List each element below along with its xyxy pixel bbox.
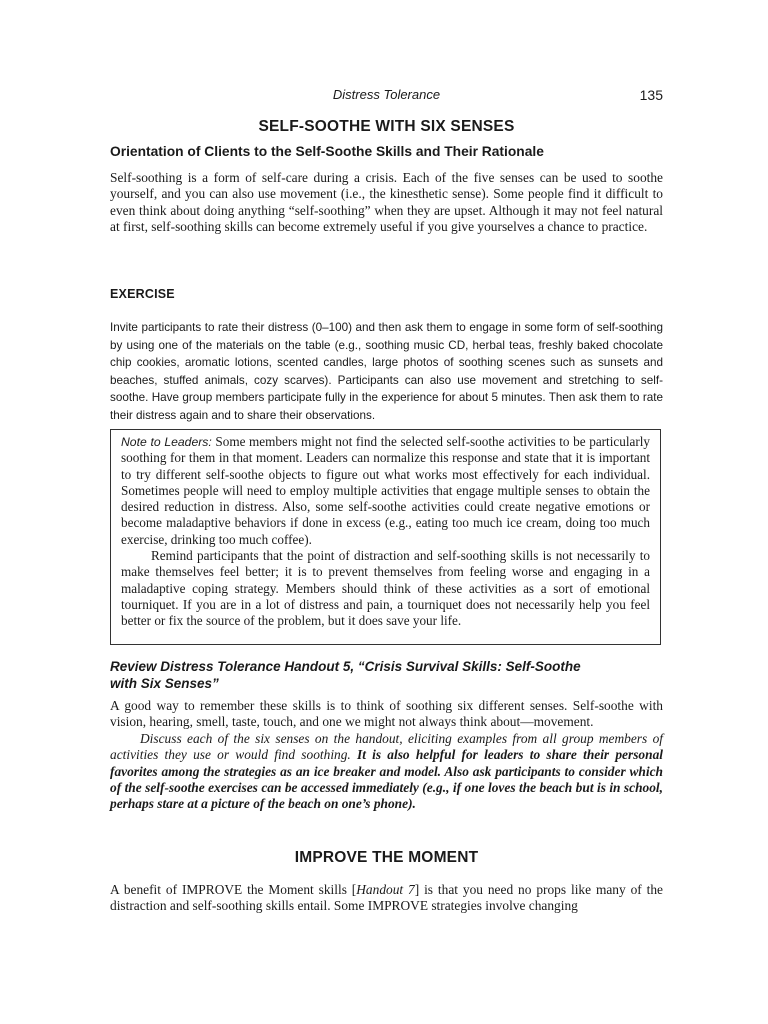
improve-text-start: A benefit of IMPROVE the Moment skills [ — [110, 882, 357, 897]
note-paragraph-2: Remind participants that the point of distraction and self-soothing skills is not necessarily to make themselves feel better; it is to prevent themselves from feeling worse and engaging in a maladaptive coping strategy. Members should think of these activities as a sort of emotional tourniquet. If you are in a lot of distress and pain, a tourniquet does not necessarily help you feel better or fix the source of the problem, but it does save your life. — [121, 548, 650, 629]
running-head — [110, 87, 663, 105]
note-paragraph-1 — [121, 434, 650, 548]
note-text-1: Some members might not find the selected self-soothe activities to be particularly soothing for them in that moment. Leaders can normalize this response and state that it is important to try different self-soothe objects to figure out what works most effectively for each individual. Sometimes people will need to employ multiple activities that engage multiple senses to obtain the desired reduction in distress. Also, some self-soothe activities could create negative emotions or become maladaptive behaviors if done in excess (e.g., eating too much ice cream, doing too much exercise, drinking too much coffee). — [121, 434, 651, 547]
improve-paragraph — [110, 882, 663, 915]
review-heading-line-2: with Six Senses” — [110, 676, 219, 691]
review-paragraph — [110, 698, 663, 731]
section-title-self-soothe: SELF-SOOTHE WITH SIX SENSES — [258, 118, 515, 135]
orientation-paragraph: Self-soothing is a form of self-care during a crisis. Each of the five senses can be used to soothe yourself, and you can also use movement (i.e., the kinesthetic sense). Some people find it difficult to even think about doing anything “self-soothing” when they are upset. Although it may not feel natural at first, self-soothing skills can become extremely useful if you give yourselves a chance to practice. — [110, 170, 663, 234]
running-title: Distress Tolerance — [332, 87, 441, 102]
page-number: 135 — [639, 87, 663, 103]
improve-text-end: ] is that you need no props like many of the distraction and self-soothing skills entail. Some IMPROVE strategies involve changing — [110, 882, 663, 914]
review-instruction-1: Discuss each of the six senses on the handout, eliciting examples from all group members of activities they use or would find soothing. — [110, 731, 663, 763]
section-title-improve: IMPROVE THE MOMENT — [294, 849, 479, 866]
exercise-label: EXERCISE — [110, 287, 175, 301]
review-heading-line-1: Review Distress Tolerance Handout 5, “Crisis Survival Skills: Self-Soothe — [110, 659, 581, 674]
note-to-leaders-box — [110, 429, 661, 645]
handout-reference: Handout 7 — [356, 882, 415, 897]
note-label: Note to Leaders: — [121, 435, 212, 449]
review-text: A good way to remember these skills is to think of soothing six different senses. Self-soothe with vision, hearing, smell, taste, touch, and one we might not always think about—movement. — [110, 698, 663, 730]
review-instruction-2: It is also helpful for leaders to share their personal favorites among the strategies as an ice breaker and model. Also ask participants to consider which of the self-soothe exercises can be accessed immediately (e.g., if one loves the beach but is in school, perhaps stare at a picture of the beach on one’s phone). — [110, 747, 663, 812]
subheading-orientation: Orientation of Clients to the Self-Soothe Skills and Their Rationale — [110, 144, 544, 159]
review-instruction — [110, 731, 663, 812]
exercise-text: Invite participants to rate their distress (0–100) and then ask them to engage in some form of self-soothing by using one of the materials on the table (e.g., soothing music CD, herbal teas, freshly baked chocolate chip cookies, aromatic lotions, scented candles, large photos of soothing scenes such as sunsets and beaches, stuffed animals, cozy scarves). Participants can also use movement and stretching to self-soothe. Have group members participate fully in the experience for about 5 minutes. Then ask them to rate their distress again and to share their observations. — [110, 321, 663, 422]
review-handout-heading — [110, 658, 663, 692]
